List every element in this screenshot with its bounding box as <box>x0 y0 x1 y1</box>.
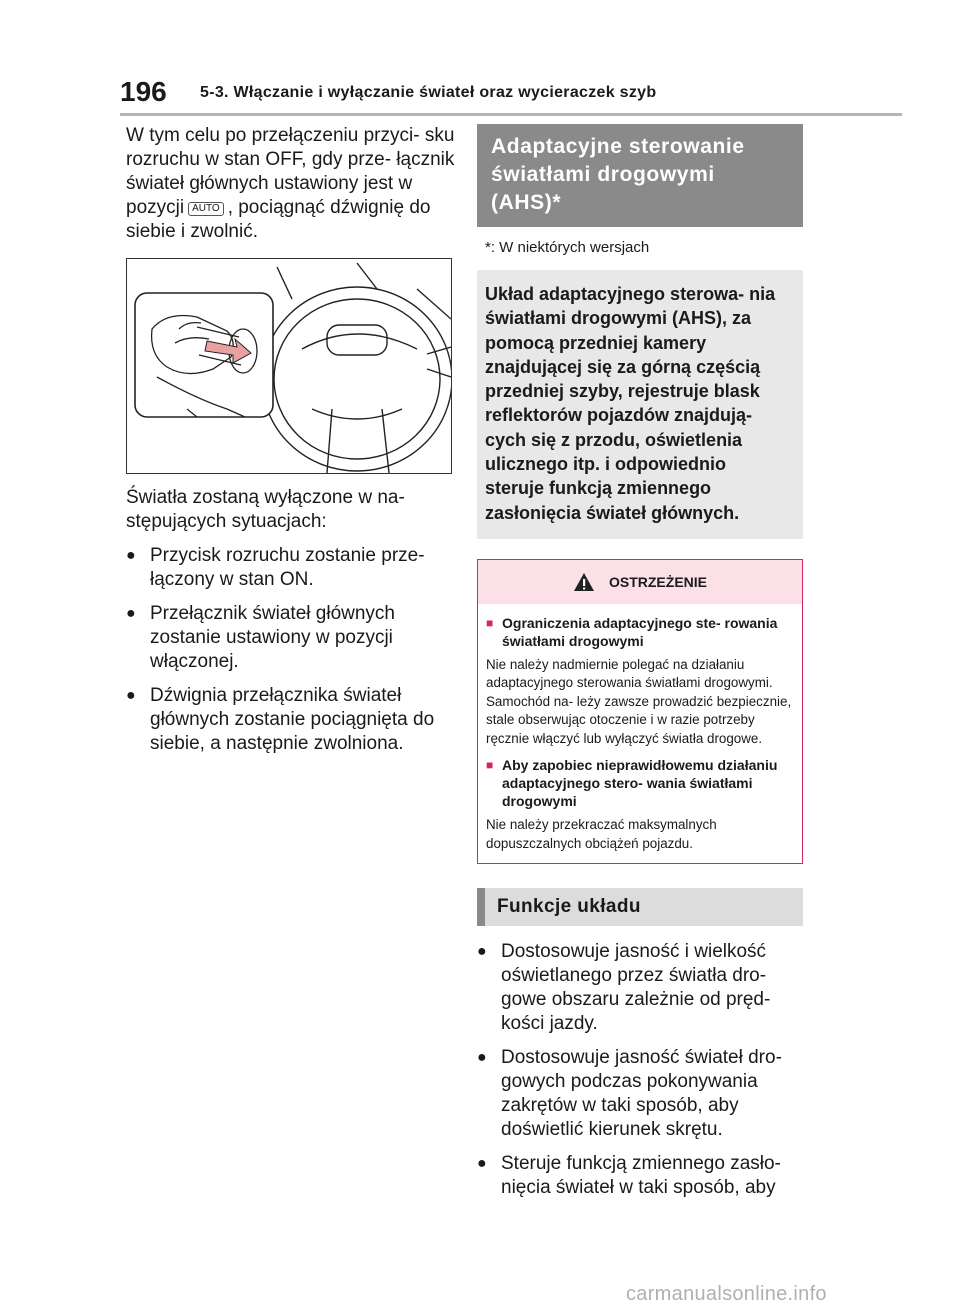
list-item <box>477 1152 803 1200</box>
intro-paragraph <box>126 124 456 244</box>
warning-triangle-icon <box>573 572 595 592</box>
list-item <box>126 684 456 756</box>
square-bullet-icon: ■ <box>486 615 494 630</box>
warning-title: OSTRZEŻENIE <box>608 573 707 590</box>
list-item <box>477 940 803 1036</box>
page-header <box>120 70 910 114</box>
bullet-icon: ● <box>126 687 136 704</box>
warning-box <box>477 559 803 865</box>
section-heading-functions: Funkcje układu <box>477 888 803 926</box>
list-item-text: Steruje funkcją zmiennego zasło- nięcia świateł w taki sposób, aby <box>501 1153 781 1199</box>
bullet-icon: ● <box>477 1049 487 1067</box>
list-item <box>126 602 456 674</box>
list-item-text: Dostosowuje jasność i wielkość oświetlanego przez światła dro- gowe obszaru zależnie od pręd- kości jazdy. <box>501 941 771 1035</box>
chapter-title: 5-3. Włączanie i wyłączanie świateł oraz wycieraczek szyb <box>200 84 657 101</box>
warning-body <box>478 604 802 864</box>
left-column <box>126 124 456 766</box>
right-column <box>477 124 803 1210</box>
list-item <box>126 544 456 592</box>
info-box: Układ adaptacyjnego sterowa- nia światłami drogowymi (AHS), za pomocą przedniej kamery znajdującej się za górną częścią przedniej szyby, rejestruje blask reflektorów pojazdów znajdują- cych się z przodu, oświetlenia ulicznego itp. i odpowiednio steruje funkcją zmiennego zasłonięcia świateł głównych. <box>477 270 803 539</box>
header-rule <box>120 113 902 116</box>
intro-text-2: , pociągnąć dźwignię do siebie i zwolnić. <box>126 197 431 242</box>
auto-position-icon: AUTO <box>188 202 224 216</box>
watermark: carmanualsonline.info <box>626 1283 827 1305</box>
warning-item-title-text: Aby zapobiec nieprawidłowemu działaniu adaptacyjnego stero- wania światłami drogowymi <box>502 757 778 810</box>
warning-item-text: Nie należy nadmiernie polegać na działaniu adaptacyjnego sterowania światłami drogowymi. Samochód na- leży zawsze prowadzić bezpiecznie, stale obserwując otoczenie i w razie potrzeby ręcznie włączyć lub wyłączyć światła drogowe. <box>486 656 792 746</box>
section-heading-ahs: Adaptacyjne sterowanie światłami drogowymi (AHS)* <box>477 124 803 227</box>
page-number: 196 <box>120 76 167 107</box>
after-figure-text: Światła zostaną wyłączone w na- stępujących sytuacjach: <box>126 487 405 532</box>
warning-header <box>478 560 802 604</box>
bullet-icon: ● <box>477 943 487 961</box>
list-item-text: Przełącznik świateł głównych zostanie ustawiony w pozycji włączonej. <box>150 603 395 672</box>
bullet-icon: ● <box>477 1155 487 1173</box>
footnote: *: W niektórych wersjach <box>485 239 650 256</box>
intro-text-1: W tym celu po przełączeniu przyci- sku rozruchu w stan OFF, gdy prze- łącznik świateł głównych ustawiony jest w pozycji <box>126 125 455 218</box>
functions-list <box>477 940 803 1200</box>
list-item <box>477 1046 803 1142</box>
list-item-text: Przycisk rozruchu zostanie prze- łączony w stan ON. <box>150 545 425 590</box>
steering-wheel-drawing <box>127 259 451 473</box>
warning-item-title <box>486 614 796 650</box>
square-bullet-icon: ■ <box>486 758 494 773</box>
warning-item-text: Nie należy przekraczać maksymalnych dopuszczalnych obciążeń pojazdu. <box>486 817 717 851</box>
conditions-list <box>126 544 456 756</box>
bullet-icon: ● <box>126 605 136 622</box>
list-item-text: Dostosowuje jasność świateł dro- gowych podczas pokonywania zakrętów w taki sposób, aby doświetlić kierunek skrętu. <box>501 1047 782 1141</box>
warning-item-title-text: Ograniczenia adaptacyjnego ste- rowania światłami drogowymi <box>502 614 778 649</box>
bullet-icon: ● <box>126 547 136 564</box>
warning-item-title <box>486 756 796 810</box>
list-item-text: Dźwignia przełącznika świateł głównych zostanie pociągnięta do siebie, a następnie zwolniona. <box>150 685 435 754</box>
headlight-lever-illustration <box>126 258 452 474</box>
